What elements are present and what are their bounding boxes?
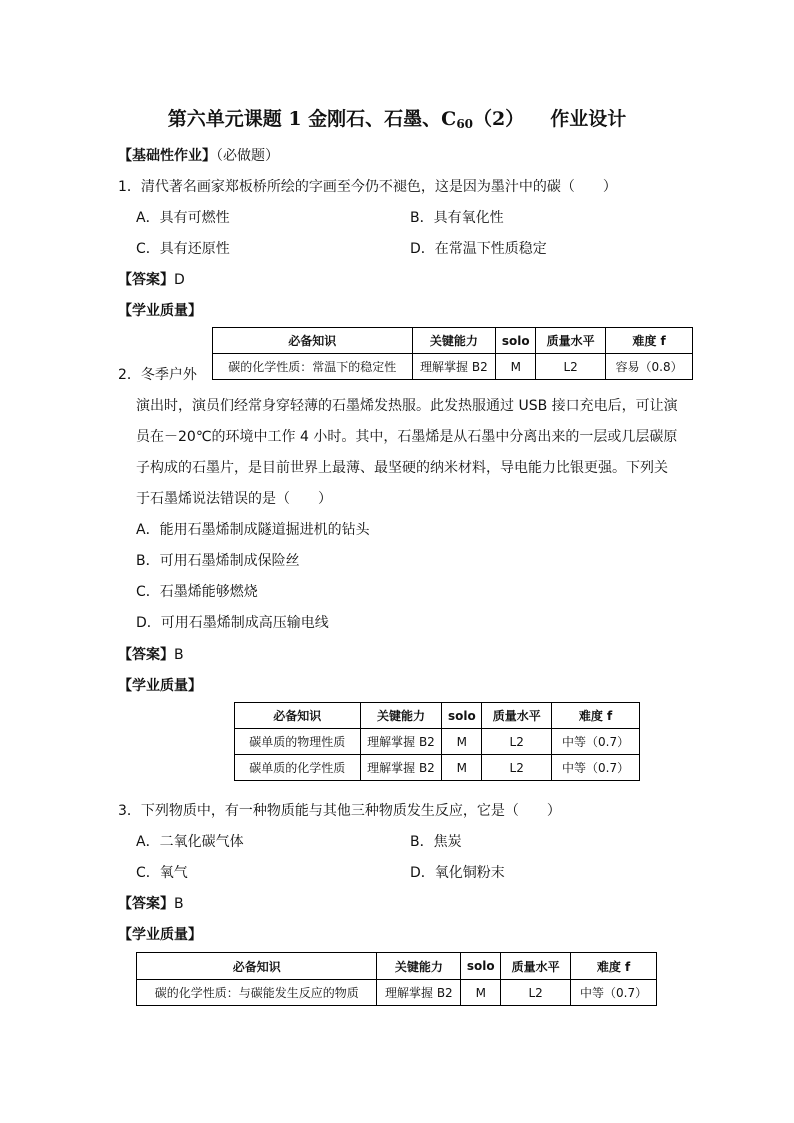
q2-option-a: A．能用石墨烯制成隧道掘进机的钻头 [136, 522, 370, 538]
cell-difficulty: 中等（0.7） [552, 755, 640, 781]
table-row [213, 354, 693, 380]
q3-stem: 3．下列物质中，有一种物质能与其他三种物质发生反应，它是（ ） [118, 803, 561, 819]
q3-option-c: C．氧气 [136, 865, 188, 881]
cell-ability: 理解掌握 B2 [412, 354, 496, 380]
th-ability: 关键能力 [412, 328, 496, 354]
table-row [235, 755, 640, 781]
table-header-row [213, 328, 693, 354]
cell-quality-level: L2 [501, 980, 571, 1006]
q2-option-c: C．石墨烯能够燃烧 [136, 584, 258, 600]
th-difficulty: 难度 f [606, 328, 693, 354]
cell-ability: 理解掌握 B2 [360, 729, 442, 755]
q2-answer [118, 644, 184, 664]
title-suffix: 作业设计 [550, 108, 627, 130]
th-solo: solo [461, 953, 501, 980]
q2-quality-table [234, 702, 640, 781]
th-knowledge: 必备知识 [213, 328, 413, 354]
q2-stem-line-4: 于石墨烯说法错误的是（ ） [136, 491, 332, 507]
q2-quality-label: 【学业质量】 [118, 678, 202, 694]
q2-stem-line-2: 员在－20℃的环境中工作 4 小时。其中，石墨烯是从石墨中分离出来的一层或几层碳原 [136, 429, 678, 445]
section-note: （必做题） [216, 148, 279, 164]
q1-answer-label: 【答案】 [118, 272, 174, 288]
q2-answer-value: B [174, 647, 184, 663]
cell-solo: M [442, 729, 482, 755]
cell-solo: M [496, 354, 536, 380]
q2-quality-heading [118, 675, 202, 695]
q3-quality-heading [118, 924, 202, 944]
cell-difficulty: 容易（0.8） [606, 354, 693, 380]
th-quality-level: 质量水平 [501, 953, 571, 980]
cell-difficulty: 中等（0.7） [571, 980, 657, 1006]
title-paren: （2） [473, 108, 525, 130]
q3-option-b: B．焦炭 [410, 834, 462, 850]
cell-quality-level: L2 [482, 755, 552, 781]
title-main: 第六单元课题 1 金刚石、石墨、C [167, 108, 457, 130]
cell-knowledge: 碳的化学性质：与碳能发生反应的物质 [137, 980, 377, 1006]
q3-answer-label: 【答案】 [118, 896, 174, 912]
q2-answer-label: 【答案】 [118, 647, 174, 663]
title-subscript: 60 [456, 117, 474, 131]
q3-quality-label: 【学业质量】 [118, 927, 202, 943]
th-ability: 关键能力 [360, 703, 442, 729]
q1-option-a: A．具有可燃性 [136, 210, 230, 226]
q1-quality-heading [118, 300, 202, 320]
table-header-row [137, 953, 657, 980]
th-quality-level: 质量水平 [482, 703, 552, 729]
th-solo: solo [442, 703, 482, 729]
q1-option-b: B．具有氧化性 [410, 210, 504, 226]
q3-option-a: A．二氧化碳气体 [136, 834, 244, 850]
cell-solo: M [442, 755, 482, 781]
q1-answer-value: D [174, 272, 185, 288]
th-solo: solo [496, 328, 536, 354]
cell-difficulty: 中等（0.7） [552, 729, 640, 755]
th-knowledge: 必备知识 [137, 953, 377, 980]
page-title [0, 104, 794, 131]
section-label: 【基础性作业】 [118, 148, 216, 164]
q3-option-d: D．氧化铜粉末 [410, 865, 505, 881]
cell-ability: 理解掌握 B2 [360, 755, 442, 781]
cell-quality-level: L2 [482, 729, 552, 755]
q3-quality-table [136, 952, 657, 1006]
q1-option-d: D．在常温下性质稳定 [410, 241, 547, 257]
th-knowledge: 必备知识 [235, 703, 361, 729]
q1-option-c: C．具有还原性 [136, 241, 230, 257]
q1-quality-label: 【学业质量】 [118, 303, 202, 319]
th-quality-level: 质量水平 [536, 328, 606, 354]
q2-option-d: D．可用石墨烯制成高压输电线 [136, 615, 329, 631]
table-row [137, 980, 657, 1006]
cell-ability: 理解掌握 B2 [377, 980, 461, 1006]
q2-stem-first: 2．冬季户外 [118, 367, 197, 383]
q2-stem-line-3: 子构成的石墨片，是目前世界上最薄、最坚硬的纳米材料，导电能力比银更强。下列关 [136, 460, 668, 476]
th-difficulty: 难度 f [552, 703, 640, 729]
th-difficulty: 难度 f [571, 953, 657, 980]
q3-answer [118, 893, 184, 913]
cell-quality-level: L2 [536, 354, 606, 380]
cell-knowledge: 碳的化学性质：常温下的稳定性 [213, 354, 413, 380]
q3-answer-value: B [174, 896, 184, 912]
cell-knowledge: 碳单质的物理性质 [235, 729, 361, 755]
q1-answer [118, 269, 185, 289]
q1-stem: 1．清代著名画家郑板桥所绘的字画至今仍不褪色，这是因为墨汁中的碳（ ） [118, 179, 617, 195]
section-heading [118, 145, 279, 165]
th-ability: 关键能力 [377, 953, 461, 980]
cell-solo: M [461, 980, 501, 1006]
q2-option-b: B．可用石墨烯制成保险丝 [136, 553, 300, 569]
q2-stem-line-1: 演出时，演员们经常身穿轻薄的石墨烯发热服。此发热服通过 USB 接口充电后，可让演 [136, 398, 678, 414]
cell-knowledge: 碳单质的化学性质 [235, 755, 361, 781]
q1-quality-table [212, 327, 693, 380]
table-row [235, 729, 640, 755]
table-header-row [235, 703, 640, 729]
